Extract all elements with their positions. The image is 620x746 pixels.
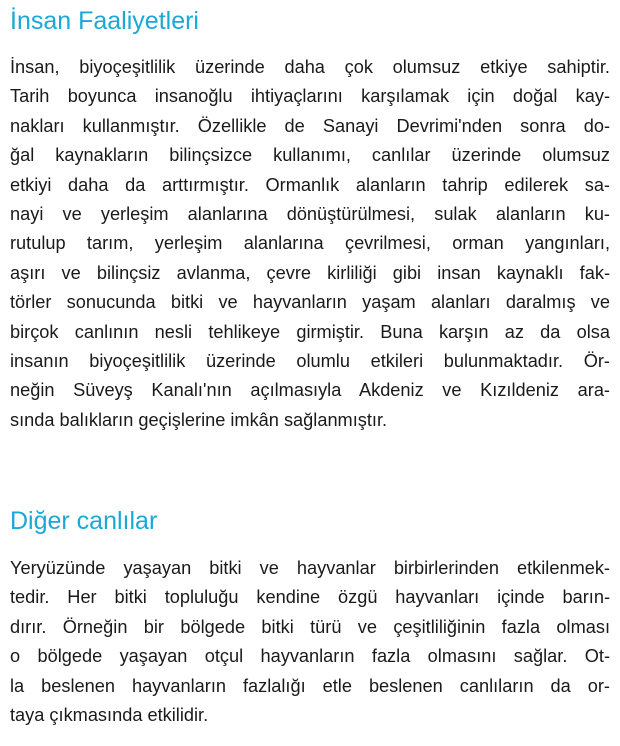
paragraph-line: nakları kullanmıştır. Özellikle de Sanayi Devrimi'nden sonra do-	[10, 115, 610, 136]
paragraph-line: İnsan, biyoçeşitlilik üzerinde daha çok olumsuz etkiye sahiptir.	[10, 57, 610, 77]
paragraph-line: o bölgede yaşayan otçul hayvanların fazla olmasını sağlar. Ot-	[10, 646, 610, 667]
section-heading: Diğer canlılar	[10, 507, 158, 535]
paragraph-line: nayi ve yerleşim alanlarına dönüştürülmesi, sulak alanların ku-	[10, 204, 610, 225]
section-insan-faaliyetleri	[10, 4, 610, 435]
paragraph-line: etkiyi daha da arttırmıştır. Ormanlık alanların tahrip edilerek sa-	[10, 174, 610, 195]
paragraph-line: la beslenen hayvanların fazlalığı etle beslenen canlıların da or-	[10, 675, 610, 696]
paragraph-line: neğin Süveyş Kanalı'nın açılmasıyla Akdeniz ve Kızıldeniz ara-	[10, 380, 610, 401]
paragraph-line: insanın biyoçeşitlilik üzerinde olumlu etkileri bulunmaktadır. Ör-	[10, 351, 610, 372]
section-diger-canlilar	[10, 504, 610, 730]
paragraph-line: Yeryüzünde yaşayan bitki ve hayvanlar birbirlerinden etkilenmek-	[10, 558, 610, 578]
section-paragraph	[10, 554, 610, 730]
paragraph-line: Tarih boyunca insanoğlu ihtiyaçlarını karşılamak için doğal kay-	[10, 86, 610, 107]
paragraph-line: sında balıkların geçişlerine imkân sağlanmıştır.	[10, 409, 388, 430]
paragraph-line: taya çıkmasında etkilidir.	[10, 705, 209, 726]
paragraph-line: aşırı ve bilinçsiz avlanma, çevre kirliliği gibi insan kaynaklı fak-	[10, 262, 610, 283]
section-paragraph	[10, 53, 610, 435]
paragraph-line: törler sonucunda bitki ve hayvanların yaşam alanları daralmış ve	[10, 292, 610, 313]
paragraph-line: rutulup tarım, yerleşim alanlarına çevrilmesi, orman yangınları,	[10, 233, 610, 254]
section-heading: İnsan Faaliyetleri	[10, 7, 199, 35]
paragraph-line: dırır. Örneğin bir bölgede bitki türü ve çeşitliliğinin fazla olması	[10, 616, 610, 637]
paragraph-line: birçok canlının nesli tehlikeye girmiştir. Buna karşın az da olsa	[10, 321, 610, 342]
paragraph-line: ğal kaynakların bilinçsizce kullanımı, canlılar üzerinde olumsuz	[10, 145, 610, 166]
paragraph-line: tedir. Her bitki topluluğu kendine özgü hayvanları içinde barın-	[10, 587, 610, 608]
